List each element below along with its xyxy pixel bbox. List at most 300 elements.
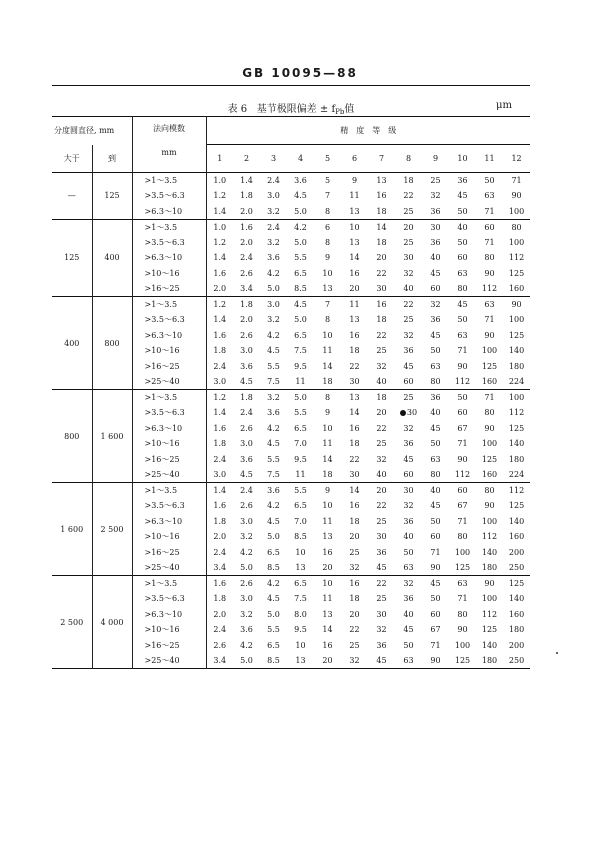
module-range: >3.5～6.3 [132,188,206,204]
deviation-value: 36 [457,176,468,185]
deviation-value: 3.2 [267,393,280,402]
deviation-value: 16 [349,330,360,340]
deviation-value: 1.8 [213,594,227,604]
table-row [52,576,530,592]
deviation-value: 2.4 [213,361,227,371]
deviation-value: 14 [322,454,333,464]
deviation-value: 45 [403,454,414,464]
deviation-value: 63 [457,330,468,340]
table-caption [52,100,530,116]
deviation-value-text: 30 [406,408,418,418]
deviation-value: 16 [349,268,360,278]
deviation-value: 30 [349,470,360,479]
module-range: >10～16 [132,622,206,638]
deviation-value: 125 [454,656,471,665]
deviation-value: 4.5 [267,439,280,449]
deviation-value: 100 [481,346,498,356]
deviation-value: 1.8 [213,439,227,449]
deviation-value: 90 [430,563,441,572]
deviation-value: 40 [430,408,441,418]
module-range: >10～16 [132,343,206,359]
deviation-value: 18 [376,315,387,325]
deviation-value: 4.2 [267,268,280,278]
deviation-value: 80 [484,408,495,418]
deviation-value: 250 [508,563,525,572]
header-module-label: 法向模数 [153,124,186,133]
deviation-value: 80 [457,284,468,293]
deviation-value: 8 [324,237,331,247]
deviation-value: 22 [403,191,414,201]
deviation-table [52,116,530,669]
table-title-subscript: Pb [335,108,345,116]
deviation-value: 30 [403,253,414,263]
deviation-value: 25 [403,393,414,402]
deviation-value: 80 [457,532,468,542]
module-range: >16～25 [132,545,206,561]
deviation-value: 11 [295,470,306,479]
deviation-value: 8.5 [294,284,307,293]
deviation-value: 63 [430,361,441,371]
deviation-value: 36 [376,547,387,557]
deviation-value: 8.5 [267,563,280,572]
deviation-value: 30 [376,284,387,293]
deviation-value: 112 [454,377,471,386]
deviation-value: 9.5 [294,625,307,635]
deviation-value: 7.5 [267,377,280,386]
module-range: >6.3～10 [132,204,206,220]
deviation-value: 40 [376,470,387,479]
deviation-value: 9 [324,253,331,263]
deviation-value: 5.0 [240,563,253,572]
deviation-value: 125 [508,423,525,433]
deviation-value: 14 [349,486,360,495]
deviation-value: 2.0 [240,315,253,325]
deviation-value: 36 [403,594,414,604]
deviation-value: 45 [430,423,441,433]
deviation-value: 90 [457,625,468,635]
deviation-value: 90 [484,501,495,511]
deviation-value: 7 [324,191,331,201]
deviation-value: 10 [349,222,360,232]
deviation-value: 9 [351,176,358,185]
deviation-value: 2.4 [240,486,253,495]
module-range: >1～3.5 [132,219,206,235]
deviation-value: 90 [457,454,468,464]
deviation-value: 80 [511,222,522,232]
deviation-value: 50 [457,393,468,402]
deviation-value: 20 [322,563,333,572]
deviation-value: 22 [376,268,387,278]
deviation-value: 13 [349,393,360,402]
deviation-value: 16 [322,547,333,557]
deviation-value: 14 [349,253,360,263]
module-range: >3.5～6.3 [132,405,206,421]
deviation-value: 40 [403,284,414,293]
deviation-value: 6 [324,222,331,232]
deviation-value: 50 [403,547,414,557]
deviation-value: 71 [430,547,441,557]
deviation-value: 2.0 [213,609,227,619]
module-range: >1～3.5 [132,173,206,189]
deviation-value: 1.8 [240,393,253,402]
deviation-value: 14 [322,625,333,635]
deviation-value: 63 [403,563,414,572]
deviation-value: 180 [508,361,525,371]
deviation-value: 71 [484,237,495,247]
deviation-value: 3.6 [240,361,253,371]
deviation-value: 3.0 [267,191,280,201]
module-range: >6.3～10 [132,514,206,530]
deviation-value: 5.0 [294,206,307,216]
deviation-value: 14 [322,361,333,371]
deviation-value: 140 [508,439,525,449]
deviation-value: 18 [403,176,414,185]
deviation-value: 90 [484,330,495,340]
deviation-value: 125 [508,579,525,588]
deviation-value: 180 [481,563,498,572]
deviation-value: 32 [349,656,360,665]
diameter-to: 1 600 [92,390,132,483]
deviation-value: 60 [430,609,441,619]
deviation-value: 100 [481,439,498,449]
deviation-value: 13 [322,609,333,619]
deviation-value: 18 [376,206,387,216]
deviation-value: 60 [430,284,441,293]
module-range: >1～3.5 [132,297,206,313]
deviation-value: 140 [508,346,525,356]
module-range: >6.3～10 [132,250,206,266]
deviation-value: 2.4 [240,408,253,418]
deviation-value: 80 [430,470,441,479]
deviation-value: 3.6 [240,454,253,464]
deviation-value: 71 [430,640,441,650]
deviation-value: 1.0 [213,176,227,185]
deviation-value: 20 [403,222,414,232]
deviation-value: 10 [322,501,333,511]
deviation-value: 100 [481,594,498,604]
module-range: >3.5～6.3 [132,312,206,328]
deviation-value: 1.6 [213,579,227,588]
grade-header-1: 1 [217,154,223,163]
deviation-value: 160 [508,609,525,619]
deviation-value: 2.0 [213,284,227,293]
deviation-value: 50 [457,206,468,216]
deviation-value: 6.5 [294,579,307,588]
grade-header-5: 5 [324,154,331,163]
deviation-value: 32 [403,330,414,340]
deviation-value: 60 [457,253,468,263]
deviation-value: 140 [508,516,525,526]
deviation-value: 22 [376,423,387,433]
deviation-value: 4.2 [267,423,280,433]
deviation-value: 3.6 [267,253,280,263]
deviation-value: 2.6 [240,501,253,511]
module-range: >25～40 [132,560,206,576]
deviation-value: 45 [457,300,468,309]
table-body [52,173,530,669]
deviation-value: 60 [457,408,468,418]
deviation-value: 22 [349,454,360,464]
deviation-value: 9 [324,408,331,418]
deviation-value: 13 [349,315,360,325]
deviation-value: 3.0 [213,470,227,479]
deviation-value: 2.4 [213,547,227,557]
deviation-value: 2.0 [240,237,253,247]
deviation-value: 67 [457,423,468,433]
deviation-value: 8 [324,393,331,402]
deviation-value: 13 [295,656,306,665]
grade-header-9: 9 [432,154,439,163]
deviation-value: 4.5 [240,470,253,479]
deviation-value: 9.5 [294,454,307,464]
deviation-value: 200 [508,547,525,557]
deviation-value: 90 [484,268,495,278]
header-module-unit: mm [161,148,177,157]
deviation-value: 13 [322,284,333,293]
deviation-value: 3.2 [267,206,280,216]
deviation-value: 224 [508,470,525,479]
deviation-value: 2.6 [213,640,227,650]
deviation-value: 32 [430,191,441,201]
deviation-value: 63 [457,268,468,278]
deviation-value: 5.5 [267,625,280,635]
header-rule [52,85,530,86]
deviation-value: 1.8 [213,346,227,356]
deviation-value: 1.8 [240,191,253,201]
deviation-value: 160 [481,470,498,479]
deviation-value: 25 [403,206,414,216]
deviation-value: 25 [349,640,360,650]
deviation-value: 50 [430,346,441,356]
deviation-value: 4.5 [240,377,253,386]
deviation-value: 10 [295,547,306,557]
deviation-value: 25 [376,516,387,526]
deviation-value: 4.5 [267,346,280,356]
deviation-value: 1.2 [213,393,227,402]
deviation-value: 50 [457,237,468,247]
deviation-value: 8.5 [294,532,307,542]
header-from: 大于 [52,145,92,173]
deviation-value: 100 [508,206,525,216]
deviation-value: 112 [508,408,525,418]
module-range: >3.5～6.3 [132,498,206,514]
deviation-value: 4.2 [294,222,307,232]
deviation-value: 40 [430,253,441,263]
deviation-value: 45 [430,268,441,278]
deviation-value: 20 [376,486,387,495]
deviation-value: 6.5 [294,330,307,340]
deviation-value: 45 [376,656,387,665]
deviation-value: 5.0 [294,315,307,325]
deviation-value: 18 [322,470,333,479]
diameter-from: 2 500 [52,576,92,669]
deviation-value: 112 [481,609,498,619]
deviation-value: 160 [508,532,525,542]
diameter-from: — [52,173,92,220]
module-range: >16～25 [132,452,206,468]
deviation-value: 16 [322,640,333,650]
deviation-value: 22 [349,625,360,635]
deviation-value: 3.6 [267,408,280,418]
deviation-value: 45 [376,563,387,572]
deviation-value: 71 [511,176,522,185]
deviation-value: 1.6 [213,330,227,340]
deviation-value: 112 [481,284,498,293]
diameter-from: 400 [52,297,92,390]
deviation-value: 63 [430,454,441,464]
diameter-to: 125 [92,173,132,220]
module-range: >10～16 [132,266,206,282]
deviation-value: 7.0 [294,516,307,526]
table-title-suffix: 值 [344,104,355,115]
deviation-value: 45 [403,625,414,635]
deviation-value: 22 [349,361,360,371]
deviation-value: 1.4 [213,408,227,418]
unit-label: μm [496,100,512,111]
deviation-value: 3.0 [240,346,253,356]
deviation-value: 13 [349,206,360,216]
deviation-value: 25 [349,547,360,557]
deviation-value: 7.5 [294,346,307,356]
deviation-value: 60 [457,486,468,495]
deviation-value: 32 [349,563,360,572]
deviation-value: 3.4 [213,656,227,665]
module-range: >10～16 [132,529,206,545]
deviation-value: 6.5 [294,501,307,511]
deviation-value: 18 [349,346,360,356]
deviation-value: 20 [322,656,333,665]
deviation-value: 11 [295,377,306,386]
table-caption-title [52,100,530,116]
deviation-value: 20 [349,532,360,542]
deviation-value: 16 [349,579,360,588]
deviation-value: 3.6 [240,625,253,635]
deviation-value: 5.5 [294,253,307,263]
table-row [52,219,530,235]
deviation-value: 20 [349,284,360,293]
deviation-value: 67 [457,501,468,511]
deviation-value: 80 [484,253,495,263]
deviation-value: 25 [403,315,414,325]
standard-code-header: GB 10095—88 [242,66,358,80]
deviation-value: 3.0 [240,439,253,449]
deviation-value: 2.4 [213,625,227,635]
deviation-value [395,405,422,421]
deviation-value: 45 [457,191,468,201]
deviation-value: 16 [376,191,387,201]
grade-header-6: 6 [351,154,358,163]
module-range: >6.3～10 [132,328,206,344]
deviation-value: 80 [484,486,495,495]
deviation-value: 18 [376,393,387,402]
deviation-value: 71 [484,393,495,402]
deviation-value: 11 [322,516,333,526]
deviation-value: 90 [511,300,522,309]
deviation-value: 1.6 [240,222,253,232]
diameter-from: 1 600 [52,483,92,576]
deviation-value: 7.5 [294,594,307,604]
deviation-value: 125 [481,625,498,635]
deviation-value: 1.4 [213,315,227,325]
deviation-value: 2.6 [240,268,253,278]
deviation-value: 67 [430,625,441,635]
deviation-value: 40 [457,222,468,232]
deviation-value: 6.5 [294,423,307,433]
deviation-value: 36 [376,640,387,650]
table-header [52,117,530,173]
deviation-value: 50 [430,516,441,526]
deviation-value: 63 [457,579,468,588]
deviation-value: 36 [403,346,414,356]
module-range: >16～25 [132,359,206,375]
module-range: >1～3.5 [132,390,206,406]
deviation-value: 32 [376,454,387,464]
deviation-value: 45 [430,579,441,588]
header-diameter: 分度圆直径, mm [52,117,132,145]
deviation-value: 40 [430,486,441,495]
deviation-value: 4.2 [267,501,280,511]
diameter-to: 800 [92,297,132,390]
deviation-value: 4.5 [267,516,280,526]
deviation-value: 13 [295,563,306,572]
deviation-value: 36 [403,439,414,449]
deviation-value: 50 [430,439,441,449]
deviation-value: 32 [376,625,387,635]
deviation-value: 32 [403,423,414,433]
deviation-value: 2.4 [267,222,280,232]
deviation-value: 11 [349,300,360,309]
deviation-value: 18 [349,594,360,604]
grade-header-11: 11 [484,154,495,163]
module-range: >1～3.5 [132,483,206,499]
header-module [132,117,206,173]
bullet-dot-icon [400,410,406,416]
deviation-value: 6.5 [294,268,307,278]
deviation-value: 30 [430,222,441,232]
deviation-value: 5.0 [267,284,280,293]
deviation-value: 5.5 [267,454,280,464]
deviation-value: 45 [430,330,441,340]
deviation-value: 3.0 [240,594,253,604]
deviation-value: 8.5 [267,656,280,665]
deviation-value: 22 [376,579,387,588]
deviation-value: 2.4 [267,176,280,185]
grade-header-8: 8 [405,154,412,163]
deviation-value: 80 [457,609,468,619]
module-range: >16～25 [132,638,206,654]
deviation-value: 9 [324,486,331,495]
deviation-value: 5.0 [294,237,307,247]
deviation-value: 1.4 [213,253,227,263]
grade-header-12: 12 [511,154,522,163]
deviation-value: 160 [508,284,525,293]
deviation-value: 25 [376,346,387,356]
deviation-value: 4.5 [294,300,307,309]
deviation-value: 5.0 [294,393,307,402]
deviation-value: 1.6 [213,268,227,278]
deviation-value: 1.6 [213,501,227,511]
header-grade-numbers [52,145,530,173]
deviation-value: 13 [376,176,387,185]
deviation-value: 5.5 [294,408,307,418]
deviation-value: 180 [481,656,498,665]
deviation-value: 250 [508,656,525,665]
deviation-value: 22 [376,501,387,511]
deviation-value: 140 [481,640,498,650]
deviation-value: 5 [324,176,331,185]
deviation-value: 7.5 [267,470,280,479]
deviation-value: 1.4 [240,176,253,185]
